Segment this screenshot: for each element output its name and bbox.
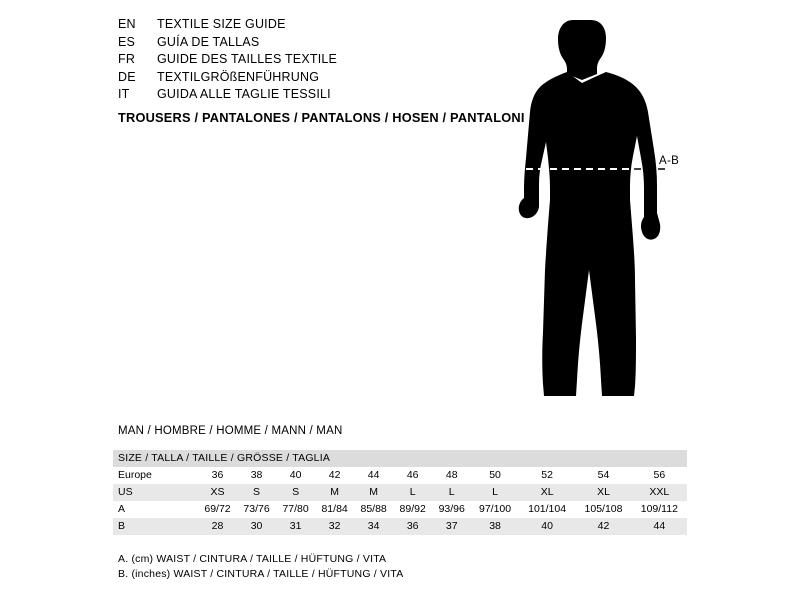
cell: 40 — [276, 467, 315, 484]
footnote-b: B. (inches) WAIST / CINTURA / TAILLE / HÜFTUNG / VITA — [118, 568, 404, 580]
cell: XS — [198, 484, 237, 501]
language-row-it — [118, 86, 518, 104]
language-code-es: ES — [118, 34, 136, 49]
table-row — [113, 484, 687, 501]
cell: S — [276, 484, 315, 501]
cell: 81/84 — [315, 501, 354, 518]
garment-type-line: TROUSERS / PANTALONES / PANTALONS / HOSEN / PANTALONI — [118, 110, 525, 125]
cell: 32 — [315, 518, 354, 535]
language-title-block — [118, 16, 518, 104]
table-row — [113, 518, 687, 535]
man-silhouette-illustration — [470, 8, 730, 408]
cell: 93/96 — [432, 501, 471, 518]
cell: 36 — [393, 518, 432, 535]
cell: XL — [519, 484, 575, 501]
cell: 109/112 — [632, 501, 687, 518]
cell: 28 — [198, 518, 237, 535]
cell: 44 — [632, 518, 687, 535]
cell: 52 — [519, 467, 575, 484]
language-code-en: EN — [118, 17, 136, 31]
cell: 77/80 — [276, 501, 315, 518]
cell: 34 — [354, 518, 393, 535]
table-header-label: SIZE / TALLA / TAILLE / GRÖSSE / TAGLIA — [113, 450, 687, 467]
cell: 44 — [354, 467, 393, 484]
cell: 73/76 — [237, 501, 276, 518]
language-text-it: GUIDA ALLE TAGLIE TESSILI — [157, 87, 331, 101]
cell: 40 — [519, 518, 575, 535]
cell: 46 — [393, 467, 432, 484]
table-header-row — [113, 450, 687, 467]
cell: L — [471, 484, 519, 501]
measurement-label-a-b: A-B — [659, 155, 680, 167]
language-code-it: IT — [118, 87, 130, 101]
language-row-es — [118, 34, 518, 52]
table-row — [113, 501, 687, 518]
language-row-de — [118, 69, 518, 87]
row-label-europe: Europe — [113, 467, 198, 484]
cell: 42 — [575, 518, 631, 535]
cell: 97/100 — [471, 501, 519, 518]
cell: 69/72 — [198, 501, 237, 518]
language-row-en — [118, 16, 518, 34]
language-text-es: GUÍA DE TALLAS — [157, 34, 260, 49]
language-code-fr: FR — [118, 52, 136, 66]
cell: XL — [575, 484, 631, 501]
cell: 56 — [632, 467, 687, 484]
cell: 48 — [432, 467, 471, 484]
footnote-a: A. (cm) WAIST / CINTURA / TAILLE / HÜFTUNG / VITA — [118, 553, 387, 565]
cell: 89/92 — [393, 501, 432, 518]
row-label-b: B — [113, 518, 198, 535]
cell: 36 — [198, 467, 237, 484]
cell: 31 — [276, 518, 315, 535]
language-code-de: DE — [118, 69, 136, 84]
language-text-de: TEXTILGRÖßENFÜHRUNG — [157, 69, 320, 84]
row-label-us: US — [113, 484, 198, 501]
table-row — [113, 467, 687, 484]
cell: 38 — [237, 467, 276, 484]
cell: 37 — [432, 518, 471, 535]
size-table — [113, 450, 687, 535]
cell: L — [432, 484, 471, 501]
cell: 101/104 — [519, 501, 575, 518]
cell: 50 — [471, 467, 519, 484]
cell: 85/88 — [354, 501, 393, 518]
cell: M — [354, 484, 393, 501]
footnotes — [118, 552, 403, 582]
cell: 54 — [575, 467, 631, 484]
row-label-a: A — [113, 501, 198, 518]
cell: XXL — [632, 484, 687, 501]
cell: 105/108 — [575, 501, 631, 518]
cell: M — [315, 484, 354, 501]
language-text-fr: GUIDE DES TAILLES TEXTILE — [157, 52, 338, 66]
language-text-en: TEXTILE SIZE GUIDE — [157, 17, 286, 31]
cell: 42 — [315, 467, 354, 484]
cell: S — [237, 484, 276, 501]
cell: 30 — [237, 518, 276, 535]
cell: 38 — [471, 518, 519, 535]
cell: L — [393, 484, 432, 501]
language-row-fr — [118, 51, 518, 69]
gender-line: MAN / HOMBRE / HOMME / MANN / MAN — [118, 425, 343, 437]
